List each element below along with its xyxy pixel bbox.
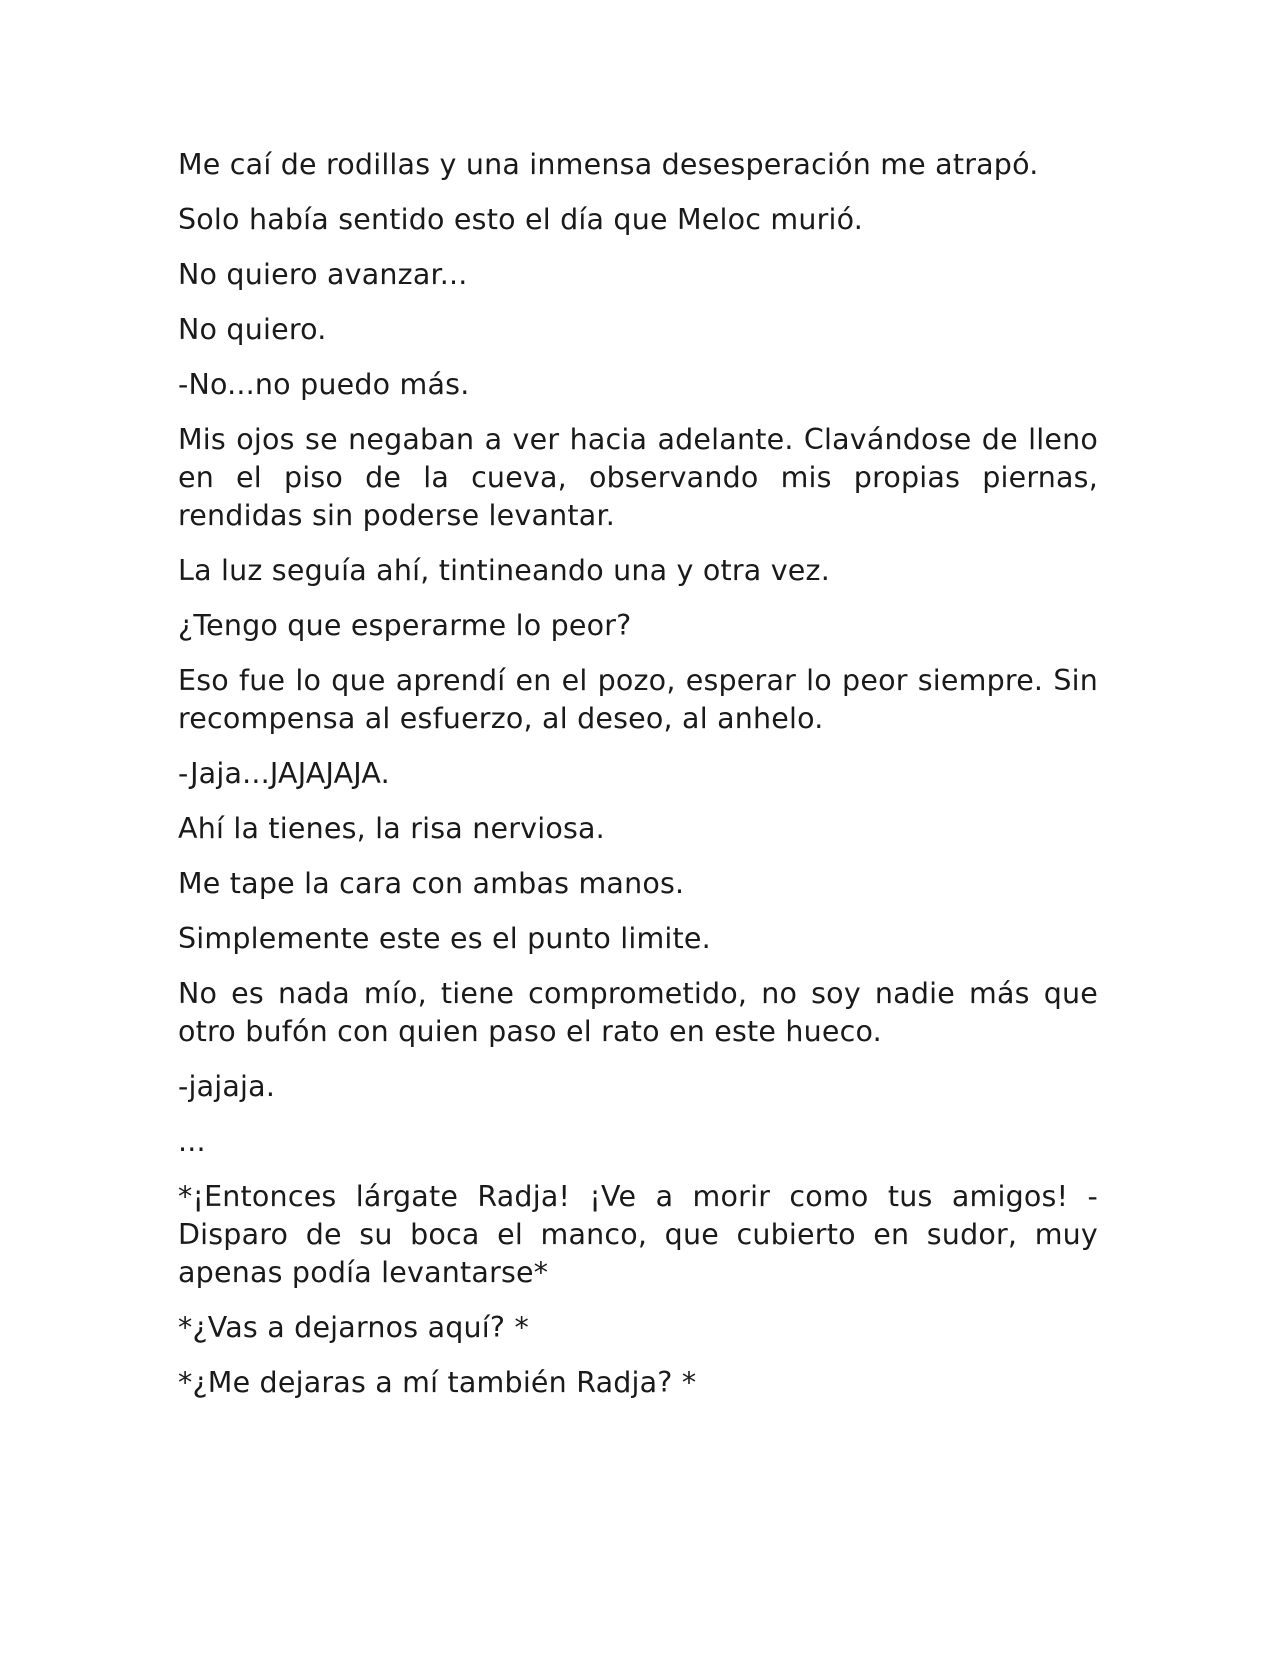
paragraph: ¿Tengo que esperarme lo peor? [178,609,632,642]
paragraph: ... [178,1125,206,1158]
document-body [178,146,1098,1419]
paragraph: *¿Vas a dejarnos aquí? * [178,1311,529,1344]
paragraph: No quiero avanzar... [178,258,468,291]
paragraph: No quiero. [178,313,327,346]
paragraph: Me caí de rodillas y una inmensa desesperación me atrapó. [178,148,1039,181]
paragraph: Solo había sentido esto el día que Meloc murió. [178,203,864,236]
paragraph: No es nada mío, tiene comprometido, no soy nadie más que otro bufón con quien paso el rato en este hueco. [178,977,1098,1048]
paragraph: -Jaja...JAJAJAJA. [178,757,390,790]
paragraph: -jajaja. [178,1070,276,1103]
paragraph: Mis ojos se negaban a ver hacia adelante. Clavándose de lleno en el piso de la cueva, observando mis propias piernas, rendidas sin poderse levantar. [178,423,1098,532]
paragraph: La luz seguía ahí, tintineando una y otra vez. [178,554,830,587]
paragraph: Me tape la cara con ambas manos. [178,867,685,900]
paragraph: *¿Me dejaras a mí también Radja? * [178,1366,697,1399]
paragraph: Eso fue lo que aprendí en el pozo, esperar lo peor siempre. Sin recompensa al esfuerzo, al deseo, al anhelo. [178,664,1098,735]
paragraph: Simplemente este es el punto limite. [178,922,711,955]
paragraph: -No...no puedo más. [178,368,470,401]
paragraph: Ahí la tienes, la risa nerviosa. [178,812,605,845]
paragraph: *¡Entonces lárgate Radja! ¡Ve a morir como tus amigos! -Disparo de su boca el manco, que cubierto en sudor, muy apenas podía levantarse* [178,1180,1098,1289]
